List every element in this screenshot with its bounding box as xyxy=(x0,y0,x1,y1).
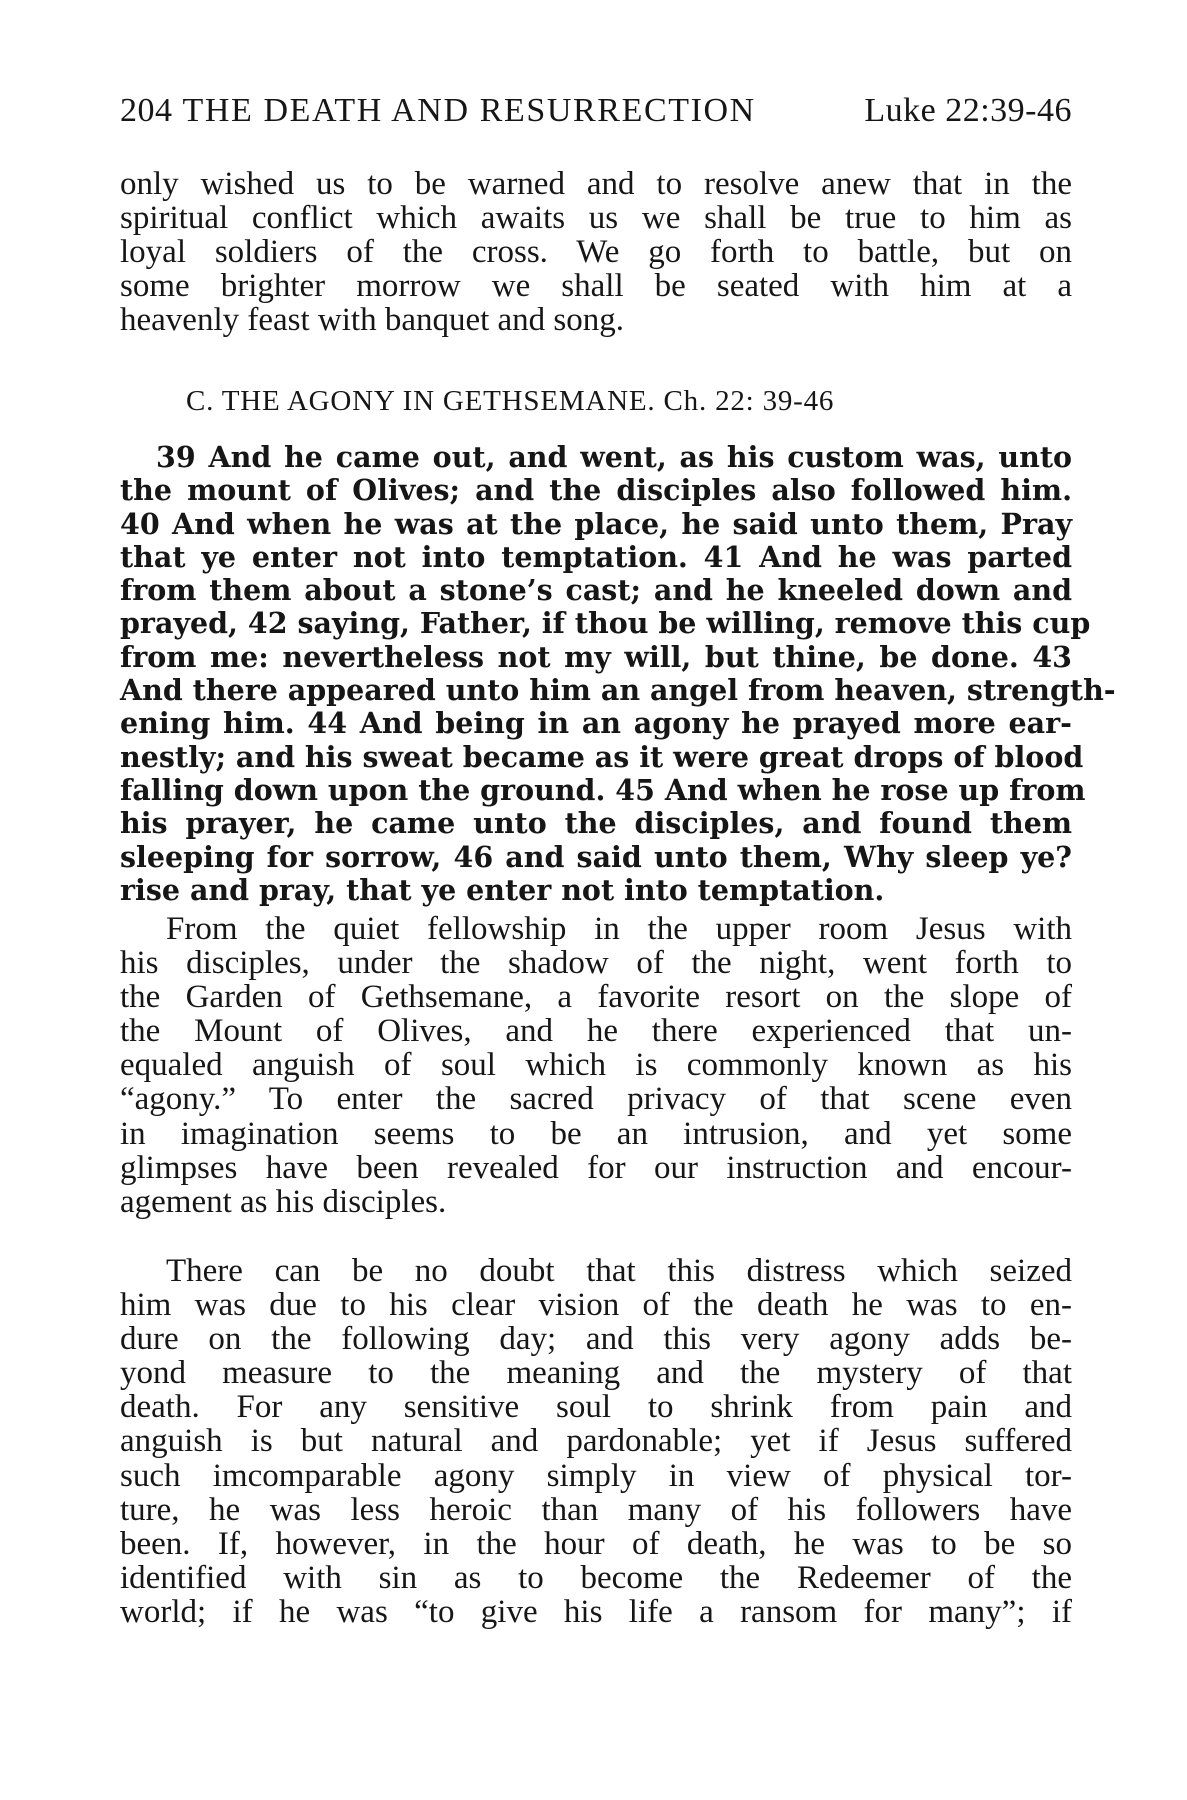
commentary-paragraph-1 xyxy=(120,912,1072,1219)
scripture-line: 40 And when he was at the place, he said unto them, Pray xyxy=(120,506,1072,541)
page-number: 204 xyxy=(120,92,173,129)
text-line: loyal soldiers of the cross. We go forth to battle, but on xyxy=(120,234,1072,271)
text-line: identified with sin as to become the Redeemer of the xyxy=(120,1559,1072,1596)
scripture-line: from them about a stone’s cast; and he kneeled down and xyxy=(120,573,1072,608)
text-line: the Mount of Olives, and he there experienced that un- xyxy=(120,1013,1072,1050)
section-heading: C. THE AGONY IN GETHSEMANE. Ch. 22: 39-46 xyxy=(186,385,835,417)
text-line: him was due to his clear vision of the death he was to en- xyxy=(120,1287,1072,1324)
scripture-line: the mount of Olives; and the disciples also followed him. xyxy=(120,473,1072,508)
text-line: ture, he was less heroic than many of his followers have xyxy=(120,1491,1072,1528)
scripture-line: nestly; and his sweat became as it were great drops of blood xyxy=(120,739,1084,774)
text-line: agement as his disciples. xyxy=(120,1183,447,1220)
text-line: in imagination seems to be an intrusion, and yet some xyxy=(120,1115,1072,1152)
text-line: death. For any sensitive soul to shrink from pain and xyxy=(120,1389,1072,1426)
text-line: glimpses have been revealed for our instruction and encour- xyxy=(120,1149,1072,1186)
running-header xyxy=(120,92,1072,130)
text-line: been. If, however, in the hour of death, he was to be so xyxy=(120,1525,1072,1562)
text-line: yond measure to the meaning and the mystery of that xyxy=(120,1355,1072,1392)
text-line: There can be no doubt that this distress which seized xyxy=(166,1253,1072,1289)
intro-paragraph xyxy=(120,167,1072,337)
text-line: dure on the following day; and this very agony adds be- xyxy=(120,1321,1072,1358)
text-line: such imcomparable agony simply in view of physical tor- xyxy=(120,1457,1072,1494)
text-line: From the quiet fellowship in the upper room Jesus with xyxy=(166,911,1072,947)
scripture-reference: Luke 22:39-46 xyxy=(864,92,1072,129)
text-line: heavenly feast with banquet and song. xyxy=(120,302,625,339)
scripture-line: from me: nevertheless not my will, but thine, be done. 43 xyxy=(120,639,1072,674)
text-line: some brighter morrow we shall be seated with him at a xyxy=(120,268,1072,305)
text-line: spiritual conflict which awaits us we shall be true to him as xyxy=(120,200,1072,237)
scripture-line: falling down upon the ground. 45 And when he rose up from xyxy=(120,772,1086,807)
text-line: “agony.” To enter the sacred privacy of that scene even xyxy=(120,1081,1072,1118)
text-line: his disciples, under the shadow of the night, went forth to xyxy=(120,945,1072,982)
scripture-line: sleeping for sorrow, 46 and said unto them, Why sleep ye? xyxy=(120,839,1072,874)
text-line: only wished us to be warned and to resolve anew that in the xyxy=(120,166,1072,202)
scripture-line: that ye enter not into temptation. 41 And he was parted xyxy=(120,539,1072,574)
scripture-line: ening him. 44 And being in an agony he prayed more ear- xyxy=(120,706,1072,741)
text-line: anguish is but natural and pardonable; yet if Jesus suffered xyxy=(120,1423,1072,1460)
text-line: world; if he was “to give his life a ransom for many”; if xyxy=(120,1593,1072,1630)
scripture-line: 39 And he came out, and went, as his custom was, unto xyxy=(156,440,1072,474)
scripture-line: prayed, 42 saying, Father, if thou be willing, remove this cup xyxy=(120,606,1091,641)
scripture-passage xyxy=(120,440,1116,907)
commentary-paragraph-2 xyxy=(120,1254,1072,1629)
scripture-line: his prayer, he came unto the disciples, and found them xyxy=(120,806,1072,841)
text-line: equaled anguish of soul which is commonly known as his xyxy=(120,1047,1072,1084)
scripture-line: And there appeared unto him an angel from heaven, strength- xyxy=(120,673,1116,708)
text-line: the Garden of Gethsemane, a favorite resort on the slope of xyxy=(120,979,1072,1016)
book-title: THE DEATH AND RESURRECTION xyxy=(182,92,756,129)
scripture-line: rise and pray, that ye enter not into temptation. xyxy=(120,872,885,907)
